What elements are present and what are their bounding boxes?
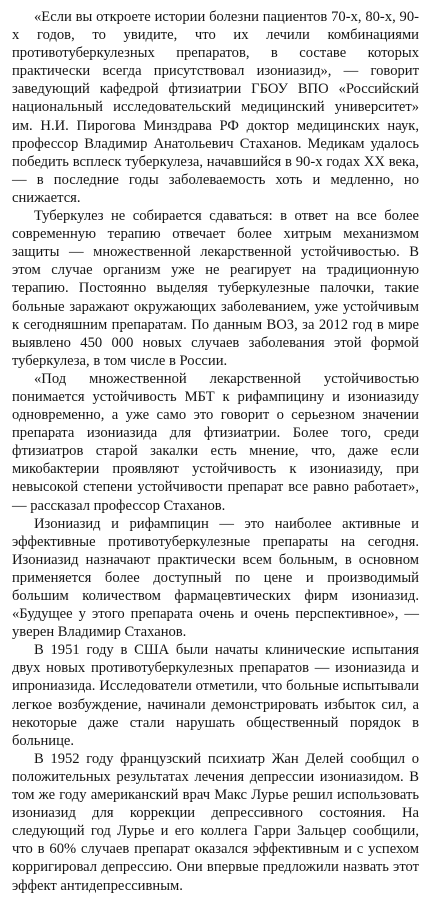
paragraph-2: Туберкулез не собирается сдаваться: в ответ на все более современную терапию отвечает более хитрым механизмом защиты — множественной лекарственной устойчивостью. В этом случае организм уже не реагирует на традиционную терапию. Постоянно выделяя туберкулезные палочки, такие больные заражают окружающих заболеванием, уже устойчивым к сегодняшним препаратам. По данным ВОЗ, за 2012 год в мире выявлено 450 000 новых случаев заболевания этой формой туберкулеза, в том числе в России. [12, 208, 419, 369]
paragraph-4: Изониазид и рифампицин — это наиболее активные и эффективные противотуберкулезные препараты на сегодня. Изониазид назначают практически всем больным, в основном применяется более доступный по цене и производимый большим количеством фармацевтических фирм изониазид. «Будущее у этого препарата очень и очень перспективное», — уверен Владимир Стаханов. [12, 515, 419, 641]
paragraph-5: В 1951 году в США были начаты клинические испытания двух новых противотуберкулезных препаратов — изониазида и ипрониазида. Исследователи отметили, что больные испытывали легкое возбуждение, начинали демонстрировать избыток сил, а некоторые даже стали нарушать общественный порядок в больнице. [12, 642, 419, 749]
paragraph-1: «Если вы откроете истории болезни пациентов 70-х, 80-х, 90-х годов, то увидите, что их лечили комбинациями противотуберкулезных препаратов, в составе которых практически всегда присутствовал изониазид», — говорит заведующий кафедрой фтизиатрии ГБОУ ВПО «Российский национальный исследовательский медицинский университет» им. Н.И. Пирогова Минздрава РФ доктор медицинских наук, профессор Владимир Анатольевич Стаханов. Медикам удалось победить всплеск туберкулеза, начавшийся в 90-х годах XX века, — в последние годы заболеваемость хоть и медленно, но снижается. [12, 9, 419, 206]
paragraph-6: В 1952 году французский психиатр Жан Делей сообщил о положительных результатах лечения депрессии изониазидом. В том же году американский врач Макс Лурье решил использовать изониазид для коррекции депрессивного состояния. На следующий год Лурье и его коллега Гарри Зальцер сообщили, что в 60% случаев препарат оказался эффективным и с успехом корригировал депрессию. Они впервые предложили назвать этот эффект антидепрессивным. [12, 750, 419, 894]
paragraph-3: «Под множественной лекарственной устойчивостью понимается устойчивость МБТ к рифампицину и изониазиду одновременно, а уже само это говорит о серьезном значении препарата изониазида для фтизиатрии. Более того, среди фтизиатров старой закалки есть мнение, что, даже если микобактерии проявляют устойчивость к изониазиду, при невысокой степени устойчивости препарат все равно работает», — рассказал профессор Стаханов. [12, 370, 419, 514]
